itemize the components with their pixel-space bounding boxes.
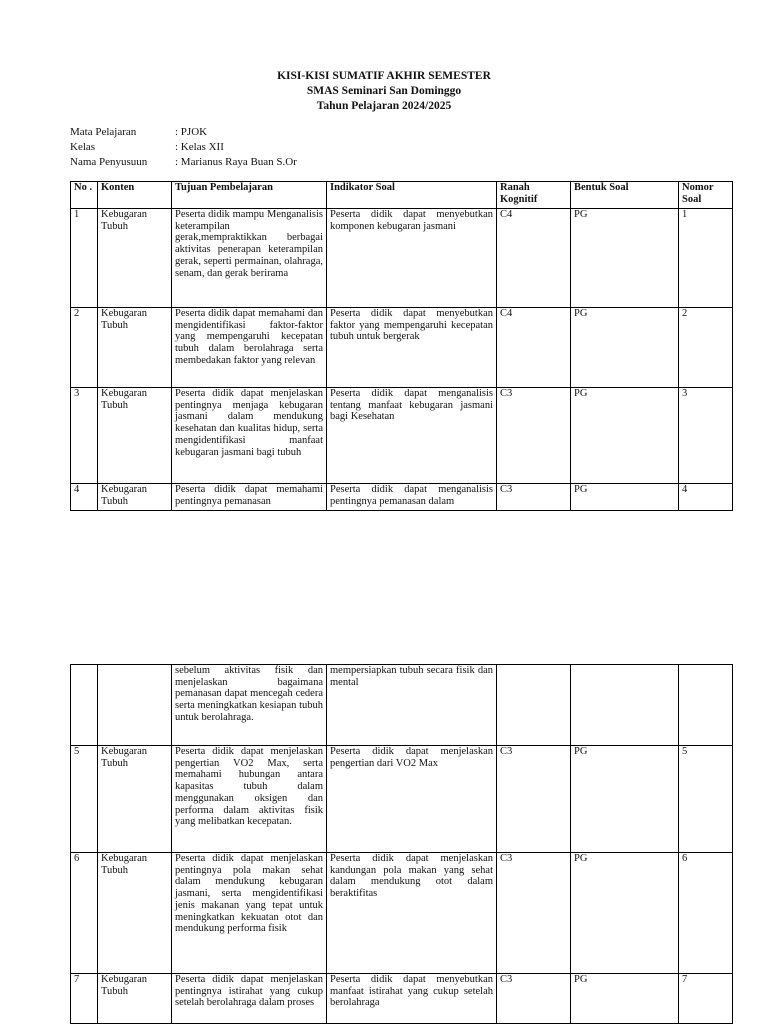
document-header bbox=[0, 69, 768, 114]
school-name: SMAS Seminari San Dominggo bbox=[306, 85, 462, 97]
col-header-konten: Konten bbox=[98, 182, 172, 209]
meta-author: Nama Penyusuun : Marianus Raya Buan S.Or bbox=[70, 156, 297, 168]
meta-class: Kelas : Kelas XII bbox=[70, 141, 224, 153]
table-row: 3 Kebugaran Tubuh Peserta didik dapat menjelaskan pentingnya menjaga kebugaran jasmani dalam mendukung kesehatan dan kualitas hidup, serta mengidentifikasi manfaat kebugaran jasmani bagi tubuh Peserta didik dapat menganalisis tentang manfaat kebugaran jasmani bagi Kesehatan C3 PG 3 bbox=[71, 388, 733, 484]
table-row: 5 Kebugaran Tubuh Peserta didik dapat menjelaskan pengertian VO2 Max, serta memahami hubungan antara kapasitas tubuh dalam menggunakan oksigen dan performa dalam aktivitas fisik yang melibatkan kecepatan. Peserta didik dapat menjelaskan pengertian dari VO2 Max C3 PG 5 bbox=[71, 746, 733, 853]
col-header-no: No . bbox=[71, 182, 98, 209]
col-header-ranah: Ranah Kognitif bbox=[497, 182, 571, 209]
table-row: 1 Kebugaran Tubuh Peserta didik mampu Menganalisis keterampilan gerak,mempraktikkan berbagai aktivitas penerapan keterampilan gerak, seperti permainan, olahraga, senam, dan gerak berirama Peserta didik dapat menyebutkan komponen kebugaran jasmani C4 PG 1 bbox=[71, 209, 733, 308]
document-title: KISI-KISI SUMATIF AKHIR SEMESTER bbox=[277, 70, 491, 82]
table-row: 6 Kebugaran Tubuh Peserta didik dapat menjelaskan pentingnya pola makan sehat dalam mendukung kebugaran jasmani, serta mengidentifikasi jenis makanan yang tepat untuk meningkatkan kekuatan otot dan mendukung performa fisik Peserta didik dapat menjelaskan kandungan pola makan yang sehat dalam mendukung otot dalam beraktifitas C3 PG 6 bbox=[71, 853, 733, 974]
col-header-nomor: Nomor Soal bbox=[679, 182, 733, 209]
academic-year: Tahun Pelajaran 2024/2025 bbox=[316, 100, 452, 112]
col-header-bentuk: Bentuk Soal bbox=[571, 182, 679, 209]
meta-subject: Mata Pelajaran : PJOK bbox=[70, 126, 208, 138]
grid-table-page2 bbox=[70, 664, 733, 1024]
document-meta bbox=[70, 125, 297, 170]
table-row: 4 Kebugaran Tubuh Peserta didik dapat memahami pentingnya pemanasan Peserta didik dapat menganalisis pentingnya pemanasan dalam C3 PG 4 bbox=[71, 484, 733, 511]
table-row: 2 Kebugaran Tubuh Peserta didik dapat memahami dan mengidentifikasi faktor-faktor yang mempengaruhi kecepatan tubuh dalam berolahraga serta membedakan faktor yang relevan Peserta didik dapat menyebutkan faktor yang mempengaruhi kecepatan tubuh untuk bergerak C4 PG 2 bbox=[71, 308, 733, 388]
col-header-indikator: Indikator Soal bbox=[327, 182, 497, 209]
table-header-row bbox=[71, 182, 733, 209]
table-row: 7 Kebugaran Tubuh Peserta didik dapat menjelaskan pentingnya istirahat yang cukup setelah berolahraga dalam proses Peserta didik dapat menyebutkan manfaat istirahat yang cukup setelah berolahraga C3 PG 7 bbox=[71, 974, 733, 1024]
col-header-tujuan: Tujuan Pembelajaran bbox=[172, 182, 327, 209]
table-row: sebelum aktivitas fisik dan menjelaskan bagaimana pemanasan dapat mencegah cedera serta meningkatkan kesiapan tubuh untuk berolahraga. mempersiapkan tubuh secara fisik dan mental bbox=[71, 665, 733, 746]
grid-table-page1 bbox=[70, 181, 733, 511]
